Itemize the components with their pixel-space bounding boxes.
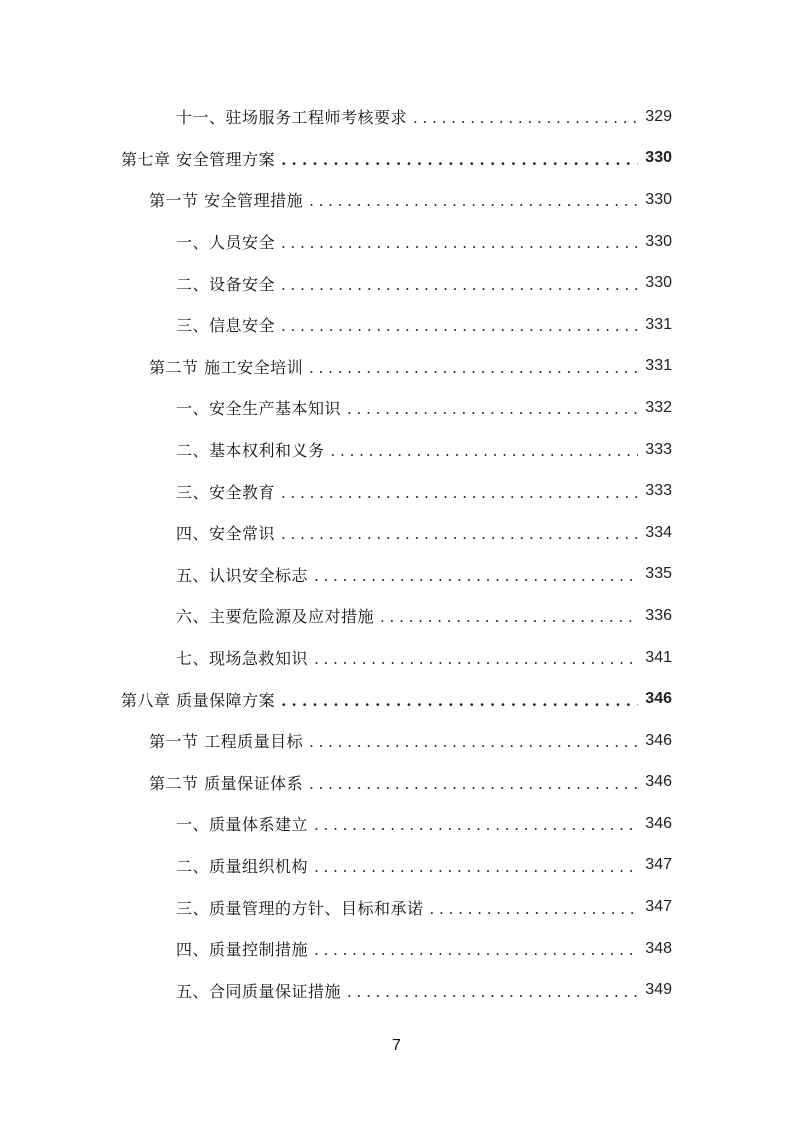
toc-entry[interactable]	[0, 803, 793, 845]
toc-leader-dots	[309, 777, 638, 792]
toc-leader-dots	[281, 486, 638, 501]
toc-entry-page: 334	[645, 523, 672, 541]
toc-entry-title: 五、合同质量保证措施	[176, 981, 342, 1001]
toc-entry-title: 二、设备安全	[176, 274, 276, 294]
toc-entry-title: 三、安全教育	[176, 482, 276, 502]
toc-entry-title: 第七章 安全管理方案	[121, 149, 276, 169]
toc-entry-page: 330	[645, 149, 672, 167]
toc-entry-title: 一、人员安全	[176, 233, 276, 253]
toc-entry-page: 330	[645, 232, 672, 250]
footer-page-number: 7	[392, 1037, 401, 1054]
toc-leader-dots	[281, 153, 638, 168]
toc-leader-dots	[309, 735, 638, 750]
toc-entry-chapter[interactable]	[0, 678, 793, 720]
toc-leader-dots	[413, 111, 638, 126]
toc-entry-page: 330	[645, 190, 672, 208]
toc-leader-dots	[430, 902, 638, 917]
toc-leader-dots	[314, 943, 638, 958]
toc-entry-title: 六、主要危险源及应对措施	[176, 607, 375, 627]
toc-entry-section[interactable]	[0, 762, 793, 804]
toc-entry-title: 五、认识安全标志	[176, 565, 309, 585]
toc-entry-page: 331	[645, 357, 672, 375]
toc-leader-dots	[281, 236, 638, 251]
toc-entry[interactable]	[0, 554, 793, 596]
toc-entry[interactable]	[0, 221, 793, 263]
toc-leader-dots	[281, 278, 638, 293]
toc-entry[interactable]	[0, 637, 793, 679]
toc-leader-dots	[309, 361, 638, 376]
toc-entry-page: 331	[645, 315, 672, 333]
toc-leader-dots	[281, 319, 638, 334]
toc-entry-page: 349	[645, 981, 672, 999]
toc-entry[interactable]	[0, 969, 793, 1011]
toc-entry[interactable]	[0, 429, 793, 471]
toc-entry[interactable]	[0, 845, 793, 887]
toc-entry[interactable]	[0, 512, 793, 554]
toc-entry-title: 七、现场急救知识	[176, 649, 309, 669]
toc-entry-chapter[interactable]	[0, 138, 793, 180]
toc-entry-page: 333	[645, 440, 672, 458]
toc-entry-title: 三、质量管理的方针、目标和承诺	[176, 898, 424, 918]
toc-entry-page: 329	[645, 107, 672, 125]
toc-leader-dots	[314, 652, 638, 667]
toc-leader-dots	[380, 610, 638, 625]
toc-entry-title: 一、质量体系建立	[176, 815, 309, 835]
toc-leader-dots	[347, 985, 638, 1000]
toc-entry[interactable]	[0, 96, 793, 138]
toc-leader-dots	[309, 194, 638, 209]
toc-leader-dots	[347, 402, 638, 417]
toc-leader-dots	[331, 444, 638, 459]
toc-entry-page: 346	[645, 690, 672, 708]
toc-entry-title: 三、信息安全	[176, 316, 276, 336]
toc-entry-page: 335	[645, 565, 672, 583]
toc-entry-page: 347	[645, 898, 672, 916]
toc-leader-dots	[314, 818, 638, 833]
toc-entry-title: 第八章 质量保障方案	[121, 690, 276, 710]
toc-entry-title: 第二节 施工安全培训	[149, 357, 304, 377]
toc-entry-title: 第二节 质量保证体系	[149, 773, 304, 793]
toc-entry-title: 十一、驻场服务工程师考核要求	[176, 108, 408, 128]
toc-entry-page: 346	[645, 773, 672, 791]
toc-entry-title: 二、基本权利和义务	[176, 441, 325, 461]
toc-entry[interactable]	[0, 470, 793, 512]
toc-entry-page: 348	[645, 939, 672, 957]
toc-entry-page: 333	[645, 482, 672, 500]
toc-leader-dots	[281, 694, 638, 709]
toc-leader-dots	[314, 860, 638, 875]
toc-entry-page: 332	[645, 398, 672, 416]
toc-entry-section[interactable]	[0, 720, 793, 762]
toc-entry-title: 四、安全常识	[176, 524, 276, 544]
toc-entry-title: 第一节 安全管理措施	[149, 191, 304, 211]
toc-entry-page: 341	[645, 648, 672, 666]
table-of-contents	[0, 96, 793, 1011]
toc-entry-page: 330	[645, 274, 672, 292]
toc-entry-page: 346	[645, 814, 672, 832]
toc-entry-page: 336	[645, 606, 672, 624]
toc-entry-title: 二、质量组织机构	[176, 856, 309, 876]
toc-entry-section[interactable]	[0, 346, 793, 388]
toc-entry[interactable]	[0, 886, 793, 928]
toc-entry-section[interactable]	[0, 179, 793, 221]
toc-entry[interactable]	[0, 595, 793, 637]
toc-entry[interactable]	[0, 304, 793, 346]
toc-entry[interactable]	[0, 928, 793, 970]
toc-leader-dots	[281, 527, 638, 542]
toc-entry-page: 347	[645, 856, 672, 874]
toc-entry-title: 第一节 工程质量目标	[149, 732, 304, 752]
toc-leader-dots	[314, 569, 638, 584]
toc-entry[interactable]	[0, 387, 793, 429]
toc-entry-page: 346	[645, 731, 672, 749]
toc-entry-title: 一、安全生产基本知识	[176, 399, 342, 419]
toc-entry-title: 四、质量控制措施	[176, 940, 309, 960]
toc-entry[interactable]	[0, 262, 793, 304]
